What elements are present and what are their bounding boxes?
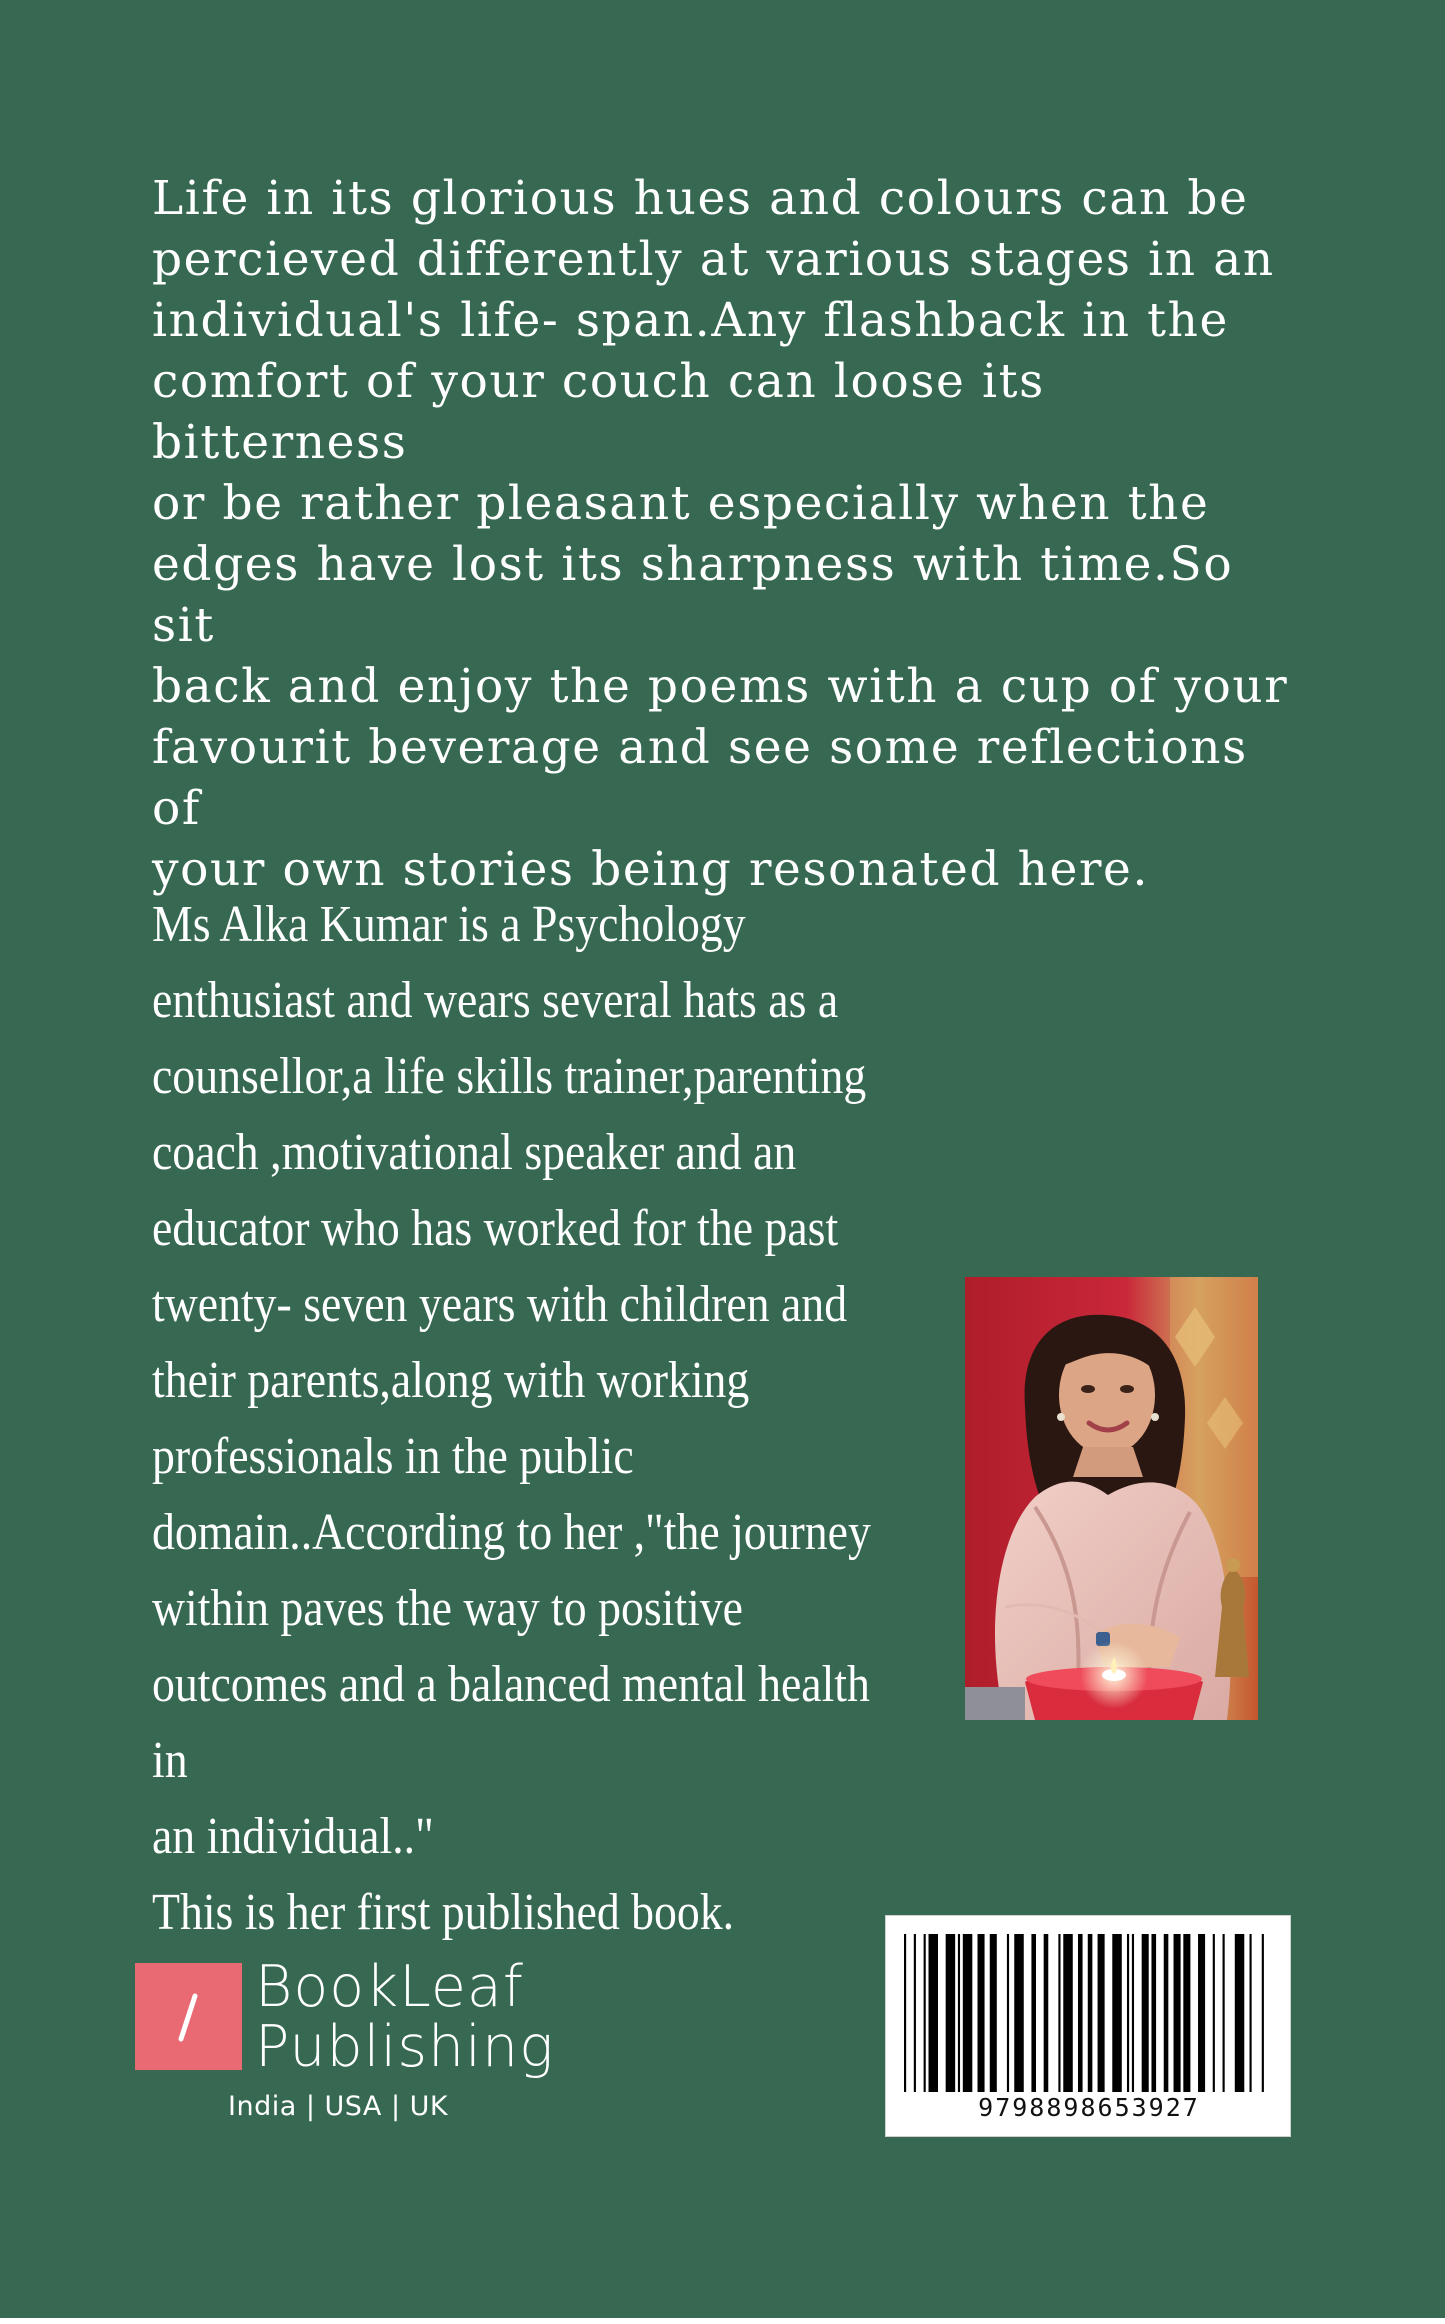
- barcode-graphic: [904, 1934, 1274, 2102]
- barcode-bars: [904, 1934, 1274, 2102]
- barcode-bar: [1151, 1934, 1156, 2092]
- barcode-bar: [1112, 1934, 1122, 2092]
- publisher-name-line2: Publishing: [255, 2014, 555, 2080]
- barcode-bar: [1007, 1934, 1009, 2092]
- barcode-bar: [1174, 1934, 1181, 2092]
- barcode-bar: [1044, 1934, 1049, 2092]
- barcode-bar: [1031, 1934, 1036, 2092]
- barcode-bar: [1098, 1934, 1105, 2092]
- publisher-regions: India | USA | UK: [228, 2091, 449, 2122]
- barcode-bar: [1262, 1934, 1264, 2092]
- barcode-bar: [1235, 1934, 1245, 2092]
- barcode-bar: [958, 1934, 960, 2092]
- barcode-bar: [946, 1934, 956, 2092]
- barcode-bar: [1250, 1934, 1252, 2092]
- publisher-name-line1: BookLeaf: [255, 1954, 524, 2020]
- barcode-bar: [1142, 1934, 1149, 2092]
- barcode-bar: [978, 1934, 985, 2092]
- barcode-bar: [924, 1934, 926, 2092]
- isbn-number: 9798898653927: [978, 2093, 1200, 2122]
- book-blurb: Life in its glorious hues and colours can be percieved differently at various stages in an individual's life- span.Any flashback in the comfort of your couch can loose its bitterness or be rather pleasant especially when the edges have lost its sharpness with time.So sit back and enjoy the poems with a cup of your favourit beverage and see some reflections of your own stories being resonated here.: [152, 171, 1289, 897]
- barcode-bar: [963, 1934, 973, 2092]
- barcode-bar: [1223, 1934, 1225, 2092]
- barcode-bar: [1164, 1934, 1169, 2092]
- author-bio: Ms Alka Kumar is a Psychology enthusiast and wears several hats as a counsellor,a life skills trainer,parenting coach ,motivational speaker and an educator who has worked for the past twenty- seven years with children and their parents,along with working professionals in the public domain..According to her ,"the journey within paves the way to positive outcomes and a balanced mental health in an individual.." This is her first published book.: [152, 896, 871, 1941]
- barcode-bar: [1213, 1934, 1215, 2092]
- barcode-bar: [990, 1934, 997, 2092]
- barcode-bar: [1198, 1934, 1205, 2092]
- author-photo: [965, 1277, 1258, 1720]
- barcode-bar: [929, 1934, 939, 2092]
- barcode-bar: [1078, 1934, 1083, 2092]
- barcode-bar: [1088, 1934, 1093, 2092]
- barcode-bar: [1063, 1934, 1073, 2092]
- barcode-bar: [904, 1934, 906, 2092]
- barcode-bar: [1058, 1934, 1060, 2092]
- isbn-barcode: [885, 1915, 1291, 2137]
- barcode-bar: [1132, 1934, 1134, 2092]
- barcode-bar: [1127, 1934, 1129, 2092]
- barcode-bar: [1183, 1934, 1190, 2092]
- publisher-logo-mark: [135, 1963, 242, 2070]
- publisher-logo: [135, 1954, 555, 2133]
- slash-icon: [135, 1963, 242, 2070]
- barcode-bar: [914, 1934, 916, 2092]
- barcode-bar: [1014, 1934, 1024, 2092]
